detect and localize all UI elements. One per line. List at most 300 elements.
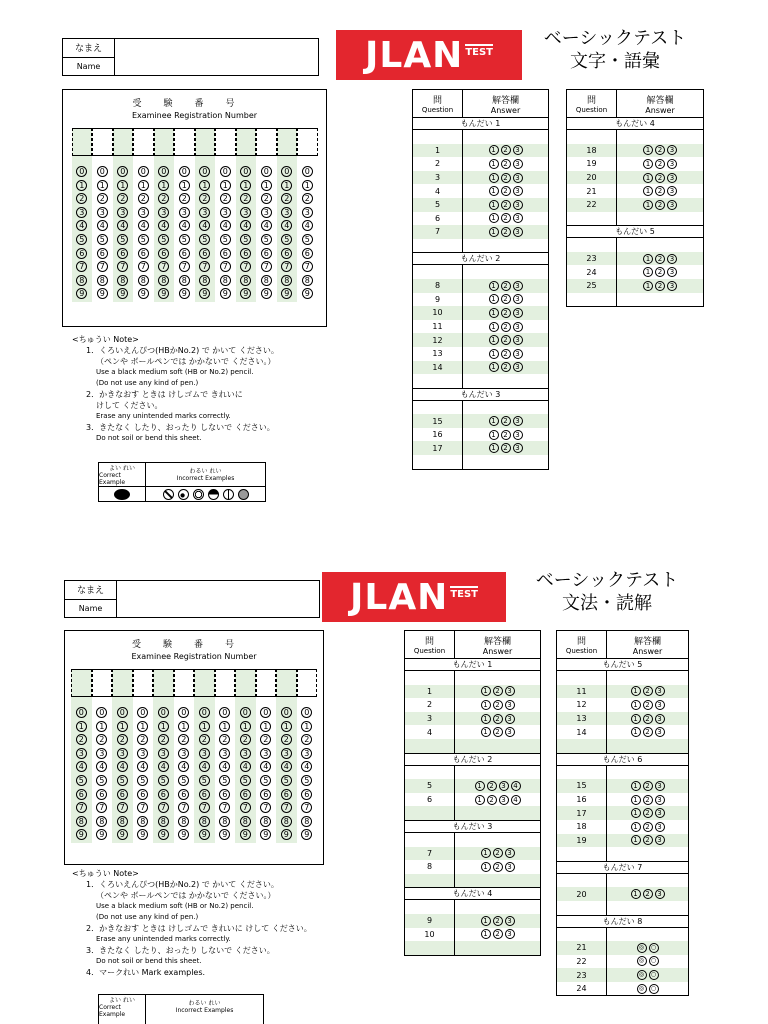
answer-bubble[interactable]: 2 [655,145,665,155]
reg-digit-bubble[interactable]: 5 [219,775,230,786]
reg-digit-bubble[interactable]: 5 [158,234,169,245]
reg-write-box[interactable] [277,128,298,156]
reg-digit-bubble[interactable]: 4 [240,220,251,231]
answer-bubble[interactable]: 1 [481,686,491,696]
answer-bubble[interactable]: 3 [667,186,677,196]
answer-bubble[interactable]: 3 [505,929,515,939]
reg-digit-bubble[interactable]: 3 [301,748,312,759]
name-input[interactable] [115,39,318,75]
reg-digit-bubble[interactable]: 9 [281,829,292,840]
reg-digit-bubble[interactable]: 9 [138,288,149,299]
answer-bubble[interactable]: 3 [655,727,665,737]
answer-bubble[interactable]: 2 [655,281,665,291]
reg-digit-bubble[interactable]: 2 [220,193,231,204]
answer-bubble[interactable]: 1 [489,145,499,155]
reg-digit-bubble[interactable]: 1 [117,180,128,191]
reg-digit-bubble[interactable]: 1 [179,180,190,191]
reg-digit-bubble[interactable]: 6 [178,789,189,800]
reg-digit-bubble[interactable]: 5 [240,775,251,786]
reg-write-box[interactable] [112,669,133,697]
reg-digit-bubble[interactable]: 7 [179,261,190,272]
answer-bubble[interactable]: 2 [493,714,503,724]
reg-digit-bubble[interactable]: 3 [117,748,128,759]
reg-digit-bubble[interactable]: 7 [76,261,87,272]
reg-digit-bubble[interactable]: 4 [301,761,312,772]
answer-bubble[interactable]: 3 [505,686,515,696]
answer-bubble[interactable]: 1 [643,159,653,169]
answer-bubble[interactable]: 2 [501,173,511,183]
answer-bubble[interactable]: 3 [667,159,677,169]
reg-digit-bubble[interactable]: 5 [199,234,210,245]
name-input[interactable] [117,581,319,617]
reg-digit-bubble[interactable]: 1 [220,180,231,191]
answer-bubble[interactable]: 3 [667,200,677,210]
reg-digit-bubble[interactable]: 5 [301,775,312,786]
reg-digit-bubble[interactable]: 3 [260,748,271,759]
reg-write-box[interactable] [215,669,236,697]
reg-digit-bubble[interactable]: 4 [137,761,148,772]
answer-bubble[interactable]: 3 [505,848,515,858]
reg-digit-bubble[interactable]: 4 [96,761,107,772]
reg-digit-bubble[interactable]: 1 [281,180,292,191]
reg-digit-bubble[interactable]: 7 [76,802,87,813]
reg-digit-bubble[interactable]: 2 [260,734,271,745]
reg-digit-bubble[interactable]: 2 [179,193,190,204]
answer-bubble[interactable]: 3 [505,862,515,872]
answer-bubble[interactable]: 3 [655,700,665,710]
reg-digit-bubble[interactable]: 9 [117,829,128,840]
answer-bubble[interactable]: 1 [489,335,499,345]
reg-digit-bubble[interactable]: 1 [158,180,169,191]
reg-digit-bubble[interactable]: 2 [199,193,210,204]
reg-write-box[interactable] [215,128,236,156]
reg-digit-bubble[interactable]: 6 [220,248,231,259]
answer-bubble[interactable]: 2 [655,186,665,196]
reg-digit-bubble[interactable]: 3 [137,748,148,759]
reg-digit-bubble[interactable]: 8 [301,816,312,827]
reg-digit-bubble[interactable]: 3 [240,748,251,759]
reg-digit-bubble[interactable]: 8 [261,275,272,286]
reg-digit-bubble[interactable]: 4 [199,220,210,231]
answer-bubble[interactable]: 3 [667,173,677,183]
answer-bubble[interactable]: 1 [489,281,499,291]
reg-digit-bubble[interactable]: 2 [117,734,128,745]
answer-bubble[interactable]: 2 [643,714,653,724]
reg-digit-bubble[interactable]: 8 [260,816,271,827]
reg-digit-bubble[interactable]: 6 [240,248,251,259]
reg-digit-bubble[interactable]: 8 [179,275,190,286]
reg-digit-bubble[interactable]: 3 [302,207,313,218]
reg-digit-bubble[interactable]: 3 [117,207,128,218]
reg-digit-bubble[interactable]: 0 [158,166,169,177]
reg-digit-bubble[interactable]: 0 [117,707,128,718]
answer-bubble[interactable]: 2 [643,686,653,696]
answer-bubble[interactable]: 2 [493,862,503,872]
reg-digit-bubble[interactable]: 0 [97,166,108,177]
reg-digit-bubble[interactable]: 5 [158,775,169,786]
reg-digit-bubble[interactable]: 7 [199,802,210,813]
answer-bubble[interactable]: 2 [643,808,653,818]
answer-bubble[interactable]: ◎ [637,943,647,953]
answer-bubble[interactable]: ○ [649,956,659,966]
reg-digit-bubble[interactable]: 0 [301,707,312,718]
reg-digit-bubble[interactable]: 9 [158,288,169,299]
reg-digit-bubble[interactable]: 3 [138,207,149,218]
answer-bubble[interactable]: ◎ [637,984,647,994]
answer-bubble[interactable]: 1 [481,727,491,737]
reg-digit-bubble[interactable]: 1 [96,721,107,732]
reg-digit-bubble[interactable]: 7 [97,261,108,272]
reg-digit-bubble[interactable]: 6 [302,248,313,259]
answer-bubble[interactable]: 1 [489,322,499,332]
answer-bubble[interactable]: 3 [505,916,515,926]
reg-digit-bubble[interactable]: 4 [97,220,108,231]
reg-digit-bubble[interactable]: 1 [178,721,189,732]
answer-bubble[interactable]: 1 [643,145,653,155]
reg-digit-bubble[interactable]: 5 [97,234,108,245]
answer-bubble[interactable]: ◎ [637,956,647,966]
answer-bubble[interactable]: 1 [643,173,653,183]
reg-digit-bubble[interactable]: 4 [117,220,128,231]
reg-digit-bubble[interactable]: 6 [199,789,210,800]
reg-digit-bubble[interactable]: 4 [117,761,128,772]
reg-write-box[interactable] [133,669,154,697]
reg-digit-bubble[interactable]: 0 [158,707,169,718]
reg-digit-bubble[interactable]: 4 [199,761,210,772]
reg-digit-bubble[interactable]: 2 [281,734,292,745]
answer-bubble[interactable]: 3 [513,159,523,169]
reg-digit-bubble[interactable]: 8 [199,275,210,286]
reg-digit-bubble[interactable]: 9 [240,829,251,840]
reg-digit-bubble[interactable]: 9 [117,288,128,299]
reg-digit-bubble[interactable]: 3 [158,748,169,759]
answer-bubble[interactable]: 1 [643,200,653,210]
answer-bubble[interactable]: 1 [489,308,499,318]
reg-digit-bubble[interactable]: 0 [219,707,230,718]
answer-bubble[interactable]: 3 [655,889,665,899]
reg-digit-bubble[interactable]: 2 [158,193,169,204]
reg-digit-bubble[interactable]: 1 [199,180,210,191]
answer-bubble[interactable]: 2 [493,929,503,939]
reg-digit-bubble[interactable]: 9 [281,288,292,299]
reg-digit-bubble[interactable]: 5 [302,234,313,245]
answer-bubble[interactable]: 3 [513,294,523,304]
answer-bubble[interactable]: 2 [501,362,511,372]
answer-bubble[interactable]: 2 [643,889,653,899]
answer-bubble[interactable]: 3 [667,145,677,155]
answer-bubble[interactable]: 2 [501,186,511,196]
answer-bubble[interactable]: 1 [643,186,653,196]
reg-digit-bubble[interactable]: 6 [158,789,169,800]
reg-digit-bubble[interactable]: 2 [301,734,312,745]
reg-digit-bubble[interactable]: 3 [220,207,231,218]
answer-bubble[interactable]: 1 [481,700,491,710]
reg-digit-bubble[interactable]: 6 [76,248,87,259]
reg-digit-bubble[interactable]: 0 [199,707,210,718]
reg-digit-bubble[interactable]: 9 [220,288,231,299]
reg-digit-bubble[interactable]: 5 [178,775,189,786]
reg-digit-bubble[interactable]: 2 [240,734,251,745]
reg-write-box[interactable] [256,128,277,156]
reg-write-box[interactable] [235,669,256,697]
reg-digit-bubble[interactable]: 9 [96,829,107,840]
reg-digit-bubble[interactable]: 2 [240,193,251,204]
reg-digit-bubble[interactable]: 4 [179,220,190,231]
reg-digit-bubble[interactable]: 9 [76,288,87,299]
reg-write-box[interactable] [236,128,257,156]
reg-digit-bubble[interactable]: 3 [240,207,251,218]
reg-write-box[interactable] [72,128,93,156]
reg-digit-bubble[interactable]: 5 [117,234,128,245]
answer-bubble[interactable]: 2 [501,322,511,332]
answer-bubble[interactable]: 1 [631,686,641,696]
reg-digit-bubble[interactable]: 6 [96,789,107,800]
reg-digit-bubble[interactable]: 4 [158,761,169,772]
answer-bubble[interactable]: 3 [655,781,665,791]
reg-digit-bubble[interactable]: 6 [179,248,190,259]
answer-bubble[interactable]: 2 [501,335,511,345]
answer-bubble[interactable]: 1 [631,835,641,845]
reg-digit-bubble[interactable]: 4 [281,761,292,772]
answer-bubble[interactable]: 3 [655,714,665,724]
answer-bubble[interactable]: 3 [667,267,677,277]
answer-bubble[interactable]: 2 [501,213,511,223]
reg-write-box[interactable] [297,669,318,697]
reg-digit-bubble[interactable]: 9 [301,829,312,840]
reg-digit-bubble[interactable]: 9 [302,288,313,299]
reg-digit-bubble[interactable]: 1 [199,721,210,732]
reg-digit-bubble[interactable]: 3 [76,207,87,218]
answer-bubble[interactable]: 1 [631,795,641,805]
reg-digit-bubble[interactable]: 9 [199,829,210,840]
reg-digit-bubble[interactable]: 9 [199,288,210,299]
reg-digit-bubble[interactable]: 7 [240,261,251,272]
answer-bubble[interactable]: 3 [513,430,523,440]
reg-digit-bubble[interactable]: 0 [281,166,292,177]
reg-digit-bubble[interactable]: 0 [260,707,271,718]
answer-bubble[interactable]: 2 [655,173,665,183]
reg-digit-bubble[interactable]: 3 [179,207,190,218]
answer-bubble[interactable]: 2 [655,200,665,210]
reg-digit-bubble[interactable]: 5 [96,775,107,786]
reg-digit-bubble[interactable]: 3 [281,207,292,218]
reg-digit-bubble[interactable]: 5 [281,775,292,786]
reg-digit-bubble[interactable]: 7 [261,261,272,272]
answer-bubble[interactable]: 1 [481,848,491,858]
reg-digit-bubble[interactable]: 8 [117,275,128,286]
reg-digit-bubble[interactable]: 2 [76,193,87,204]
answer-bubble[interactable]: 2 [487,795,497,805]
reg-digit-bubble[interactable]: 5 [199,775,210,786]
reg-digit-bubble[interactable]: 0 [281,707,292,718]
reg-digit-bubble[interactable]: 7 [117,802,128,813]
reg-write-box[interactable] [92,128,113,156]
answer-bubble[interactable]: 2 [493,700,503,710]
reg-digit-bubble[interactable]: 5 [117,775,128,786]
reg-digit-bubble[interactable]: 6 [240,789,251,800]
answer-bubble[interactable]: 2 [501,227,511,237]
reg-digit-bubble[interactable]: 9 [260,829,271,840]
answer-bubble[interactable]: 1 [631,889,641,899]
reg-digit-bubble[interactable]: 6 [219,789,230,800]
answer-bubble[interactable]: 3 [499,795,509,805]
reg-digit-bubble[interactable]: 2 [261,193,272,204]
reg-digit-bubble[interactable]: 6 [76,789,87,800]
answer-bubble[interactable]: 1 [481,862,491,872]
answer-bubble[interactable]: 3 [513,349,523,359]
answer-bubble[interactable]: 2 [643,822,653,832]
reg-digit-bubble[interactable]: 7 [199,261,210,272]
reg-digit-bubble[interactable]: 4 [76,761,87,772]
answer-bubble[interactable]: 1 [489,294,499,304]
answer-bubble[interactable]: 3 [513,173,523,183]
reg-write-box[interactable] [174,669,195,697]
reg-digit-bubble[interactable]: 2 [199,734,210,745]
reg-digit-bubble[interactable]: 8 [137,816,148,827]
reg-digit-bubble[interactable]: 0 [220,166,231,177]
reg-digit-bubble[interactable]: 0 [240,707,251,718]
reg-digit-bubble[interactable]: 8 [138,275,149,286]
reg-digit-bubble[interactable]: 4 [302,220,313,231]
reg-digit-bubble[interactable]: 7 [158,261,169,272]
answer-bubble[interactable]: 3 [513,322,523,332]
answer-bubble[interactable]: 1 [643,281,653,291]
reg-digit-bubble[interactable]: 3 [76,748,87,759]
answer-bubble[interactable]: 1 [643,254,653,264]
reg-digit-bubble[interactable]: 1 [97,180,108,191]
reg-digit-bubble[interactable]: 7 [301,802,312,813]
answer-bubble[interactable]: ○ [649,984,659,994]
answer-bubble[interactable]: 3 [513,335,523,345]
reg-write-box[interactable] [71,669,92,697]
reg-digit-bubble[interactable]: 2 [96,734,107,745]
reg-digit-bubble[interactable]: 8 [96,816,107,827]
reg-digit-bubble[interactable]: 6 [97,248,108,259]
reg-digit-bubble[interactable]: 8 [158,275,169,286]
reg-digit-bubble[interactable]: 1 [219,721,230,732]
reg-write-box[interactable] [92,669,113,697]
reg-digit-bubble[interactable]: 2 [158,734,169,745]
answer-bubble[interactable]: 1 [489,159,499,169]
reg-digit-bubble[interactable]: 1 [137,721,148,732]
reg-digit-bubble[interactable]: 1 [117,721,128,732]
reg-digit-bubble[interactable]: 9 [97,288,108,299]
reg-digit-bubble[interactable]: 7 [138,261,149,272]
reg-digit-bubble[interactable]: 0 [179,166,190,177]
answer-bubble[interactable]: 1 [489,173,499,183]
reg-digit-bubble[interactable]: 8 [199,816,210,827]
reg-digit-bubble[interactable]: 9 [261,288,272,299]
reg-digit-bubble[interactable]: 3 [199,207,210,218]
reg-digit-bubble[interactable]: 8 [240,816,251,827]
answer-bubble[interactable]: 2 [501,416,511,426]
reg-digit-bubble[interactable]: 7 [219,802,230,813]
reg-digit-bubble[interactable]: 4 [220,220,231,231]
reg-digit-bubble[interactable]: 7 [281,261,292,272]
answer-bubble[interactable]: 2 [493,916,503,926]
answer-bubble[interactable]: 2 [501,349,511,359]
reg-digit-bubble[interactable]: 9 [76,829,87,840]
reg-digit-bubble[interactable]: 1 [76,721,87,732]
reg-digit-bubble[interactable]: 4 [260,761,271,772]
reg-digit-bubble[interactable]: 7 [137,802,148,813]
reg-digit-bubble[interactable]: 6 [199,248,210,259]
reg-write-box[interactable] [276,669,297,697]
reg-digit-bubble[interactable]: 0 [76,166,87,177]
answer-bubble[interactable]: 1 [489,443,499,453]
answer-bubble[interactable]: 2 [643,781,653,791]
reg-digit-bubble[interactable]: 3 [97,207,108,218]
reg-digit-bubble[interactable]: 6 [301,789,312,800]
reg-write-box[interactable] [174,128,195,156]
answer-bubble[interactable]: 3 [499,781,509,791]
reg-digit-bubble[interactable]: 0 [137,707,148,718]
reg-digit-bubble[interactable]: 4 [261,220,272,231]
reg-digit-bubble[interactable]: 0 [240,166,251,177]
reg-digit-bubble[interactable]: 9 [137,829,148,840]
reg-digit-bubble[interactable]: 9 [178,829,189,840]
answer-bubble[interactable]: 3 [513,145,523,155]
answer-bubble[interactable]: 1 [489,416,499,426]
answer-bubble[interactable]: 2 [501,145,511,155]
reg-digit-bubble[interactable]: 1 [240,721,251,732]
answer-bubble[interactable]: 1 [481,714,491,724]
answer-bubble[interactable]: 1 [643,267,653,277]
reg-digit-bubble[interactable]: 3 [219,748,230,759]
answer-bubble[interactable]: 3 [513,186,523,196]
reg-digit-bubble[interactable]: 8 [76,816,87,827]
reg-digit-bubble[interactable]: 2 [117,193,128,204]
reg-digit-bubble[interactable]: 2 [302,193,313,204]
answer-bubble[interactable]: 3 [655,795,665,805]
reg-digit-bubble[interactable]: 1 [261,180,272,191]
answer-bubble[interactable]: 2 [501,281,511,291]
answer-bubble[interactable]: 3 [513,443,523,453]
answer-bubble[interactable]: 3 [513,227,523,237]
reg-digit-bubble[interactable]: 8 [117,816,128,827]
reg-digit-bubble[interactable]: 3 [281,748,292,759]
reg-digit-bubble[interactable]: 0 [199,166,210,177]
reg-digit-bubble[interactable]: 3 [199,748,210,759]
answer-bubble[interactable]: 1 [631,727,641,737]
reg-digit-bubble[interactable]: 8 [302,275,313,286]
reg-digit-bubble[interactable]: 4 [76,220,87,231]
reg-digit-bubble[interactable]: 7 [117,261,128,272]
reg-write-box[interactable] [256,669,277,697]
answer-bubble[interactable]: 3 [505,727,515,737]
reg-digit-bubble[interactable]: 1 [240,180,251,191]
answer-bubble[interactable]: 2 [643,700,653,710]
reg-digit-bubble[interactable]: 3 [261,207,272,218]
reg-write-box[interactable] [153,669,174,697]
answer-bubble[interactable]: 3 [513,200,523,210]
reg-digit-bubble[interactable]: 7 [240,802,251,813]
answer-bubble[interactable]: 1 [475,795,485,805]
reg-digit-bubble[interactable]: 3 [178,748,189,759]
reg-digit-bubble[interactable]: 0 [117,166,128,177]
answer-bubble[interactable]: 3 [513,308,523,318]
reg-digit-bubble[interactable]: 4 [138,220,149,231]
reg-digit-bubble[interactable]: 5 [137,775,148,786]
answer-bubble[interactable]: 1 [475,781,485,791]
answer-bubble[interactable]: 3 [655,822,665,832]
answer-bubble[interactable]: 2 [493,686,503,696]
answer-bubble[interactable]: 1 [489,213,499,223]
answer-bubble[interactable]: 2 [643,727,653,737]
answer-bubble[interactable]: 2 [655,267,665,277]
reg-digit-bubble[interactable]: 8 [281,275,292,286]
reg-write-box[interactable] [154,128,175,156]
